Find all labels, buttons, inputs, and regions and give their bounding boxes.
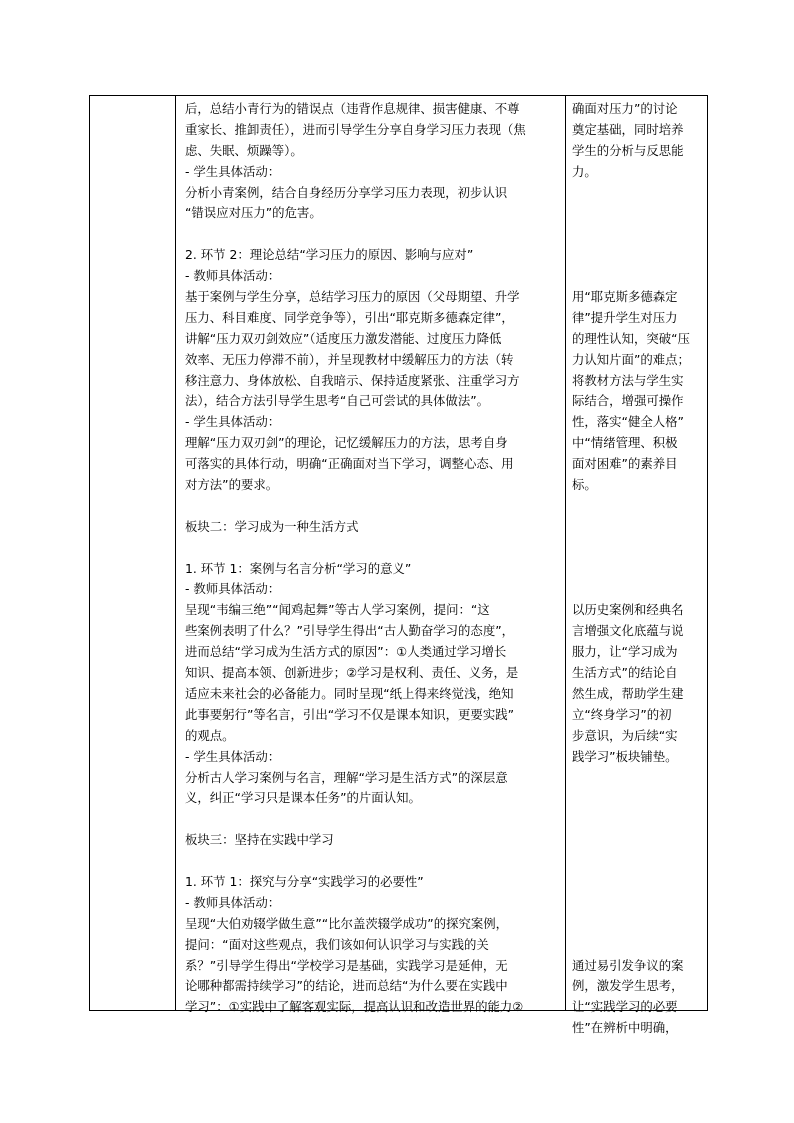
text-line: 适应未来社会的必备能力。同时呈现“纸上得来终觉浅，绝知: [185, 685, 514, 701]
intent-line: 生活方式”的结论自: [572, 665, 678, 681]
text-line: 1. 环节 1：探究与分享“实践学习的必要性”: [185, 873, 424, 889]
text-line: 知识、提高本领、创新进步；②学习是权利、责任、义务，是: [185, 665, 519, 681]
text-line: 此事要躬行”等名言，引出“学习不仅是课本知识，更要实践”: [185, 706, 515, 722]
intent-line: [572, 872, 705, 893]
text-line: - 教师具体活动：: [185, 581, 281, 597]
text-line: 义，纠正“学习只是课本任务”的片面认知。: [185, 790, 421, 806]
intent-line: 性，落实“健全人格”: [572, 414, 684, 430]
intent-line: 践学习”板块铺垫。: [572, 748, 678, 764]
text-line: 学习”：①实践中了解客观实际，提高认识和改造世界的能力②: [185, 999, 524, 1015]
intent-line: 以历史案例和经典名: [572, 602, 684, 618]
intent-line: [572, 893, 705, 914]
intent-line: 学生的分析与反思能: [572, 142, 684, 158]
text-line: 基于案例与学生分享，总结学习压力的原因（父母期望、升学: [185, 289, 520, 305]
intent-line: [572, 768, 705, 789]
text-line: [185, 809, 559, 830]
text-line: [185, 538, 559, 559]
intent-line: 言增强文化底蕴与说: [572, 623, 684, 639]
text-line: 板块二：学习成为一种生活方式: [185, 518, 359, 534]
text-line: 后，总结小青行为的错误点（违背作息规律、损害健康、不尊: [185, 101, 520, 116]
intent-line: 步意识，为后续“实: [572, 727, 678, 743]
intent-line: [572, 245, 705, 266]
teaching-process-column: [185, 99, 559, 1018]
intent-line: 律”提升学生对压力: [572, 309, 678, 325]
text-line: 板块三：坚持在实践中学习: [185, 832, 334, 848]
intent-line: 面对困难”的素养目: [572, 456, 678, 472]
intent-line: 力认知片面”的难点；: [572, 351, 690, 367]
text-line: 呈现“大伯劝辍学做生意”“比尔盖茨辍学成功”的探究案例，: [185, 915, 509, 931]
text-line: 移注意力、身体放松、自我暗示、保持适度紧张、注重学习方: [185, 372, 520, 388]
intent-line: [572, 788, 705, 809]
intent-line: [572, 224, 705, 245]
design-intent-column: [572, 99, 705, 1039]
lesson-plan-table: [89, 95, 708, 1036]
text-line: - 教师具体活动：: [185, 268, 281, 284]
text-line: - 学生具体活动：: [185, 163, 281, 179]
intent-line: [572, 809, 705, 830]
intent-line: [572, 203, 705, 224]
intent-line: [572, 935, 705, 956]
text-line: 理解“压力双刃剑”的理论，记忆缓解压力的方法，思考自身: [185, 435, 508, 451]
text-line: [185, 496, 559, 517]
intent-line: [572, 266, 705, 287]
intent-line: 用“耶克斯多德森定: [572, 289, 678, 305]
intent-line: 际结合，增强可操作: [572, 393, 684, 409]
text-line: 分析古人学习案例与名言，理解“学习是生活方式”的深层意: [185, 769, 508, 785]
intent-line: 让“实践学习的必要: [572, 999, 678, 1015]
text-line: 1. 环节 1：案例与名言分析“学习的意义”: [185, 560, 412, 576]
text-line: 2. 环节 2：理论总结“学习压力的原因、影响与应对”: [185, 247, 474, 263]
text-line: 法），结合方法引导学生思考“自己可尝试的具体做法”。: [185, 393, 490, 409]
text-line: - 教师具体活动：: [185, 894, 281, 910]
intent-line: 通过易引发争议的案: [572, 957, 684, 973]
intent-line: [572, 517, 705, 538]
intent-line: 力。: [572, 163, 597, 179]
intent-line: 然生成，帮助学生建: [572, 685, 684, 701]
intent-line: [572, 496, 705, 517]
text-line: 些案例表明了什么？”引导学生得出“古人勤奋学习的态度”，: [185, 623, 515, 639]
intent-line: 例，激发学生思考，: [572, 978, 684, 994]
text-line: 效率、无压力停滞不前），并呈现教材中缓解压力的方法（转: [185, 351, 514, 367]
text-line: 提问：“面对这些观点，我们该如何认识学习与实践的关: [185, 936, 489, 952]
text-line: 压力、科目难度、同学竞争等），引出“耶克斯多德森定律”，: [185, 309, 514, 325]
intent-line: 服力，让“学习成为: [572, 644, 678, 660]
intent-line: [572, 830, 705, 851]
text-line: 系？”引导学生得出“学校学习是基础，实践学习是延伸，无: [185, 957, 508, 973]
text-line: 论哪种都需持续学习”的结论，进而总结“为什么要在实践中: [185, 978, 508, 994]
intent-line: 奠定基础，同时培养: [572, 121, 684, 137]
text-line: 讲解“压力双刃剑效应”（适度压力激发潜能、过度压力降低: [185, 330, 502, 346]
intent-line: [572, 851, 705, 872]
text-line: - 学生具体活动：: [185, 414, 281, 430]
intent-line: 确面对压力”的讨论: [572, 101, 678, 116]
intent-line: 性”在辨析中明确，: [572, 1020, 678, 1036]
text-line: 分析小青案例，结合自身经历分享学习压力表现，初步认识: [185, 184, 508, 200]
text-line: 进而总结“学习成为生活方式的原因”：①人类通过学习增长: [185, 644, 507, 660]
intent-line: 中“情绪管理、积极: [572, 435, 678, 451]
intent-line: 标。: [572, 477, 597, 493]
intent-line: [572, 183, 705, 204]
text-line: 重家长、推卸责任），进而引导学生分享自身学习压力表现（焦: [185, 121, 526, 137]
text-line: 呈现“韦编三绝”“闻鸡起舞”等古人学习案例，提问：“这: [185, 602, 490, 618]
intent-line: [572, 538, 705, 559]
text-line: [185, 224, 559, 245]
intent-line: 将教材方法与学生实: [572, 372, 684, 388]
intent-line: 立“终身学习”的初: [572, 706, 672, 722]
text-line: “错误应对压力”的危害。: [185, 205, 322, 221]
intent-line: [572, 579, 705, 600]
intent-line: [572, 559, 705, 580]
text-line: 对方法”的要求。: [185, 477, 279, 493]
text-line: 的观点。: [185, 727, 235, 743]
text-line: [185, 851, 559, 872]
text-line: - 学生具体活动：: [185, 748, 281, 764]
column-divider: [175, 96, 176, 1010]
column-divider: [565, 96, 566, 1010]
text-line: 可落实的具体行动，明确“正确面对当下学习，调整心态、用: [185, 456, 514, 472]
intent-line: [572, 914, 705, 935]
intent-line: 的理性认知，突破“压: [572, 330, 690, 346]
text-line: 虑、失眠、烦躁等）。: [185, 142, 303, 158]
